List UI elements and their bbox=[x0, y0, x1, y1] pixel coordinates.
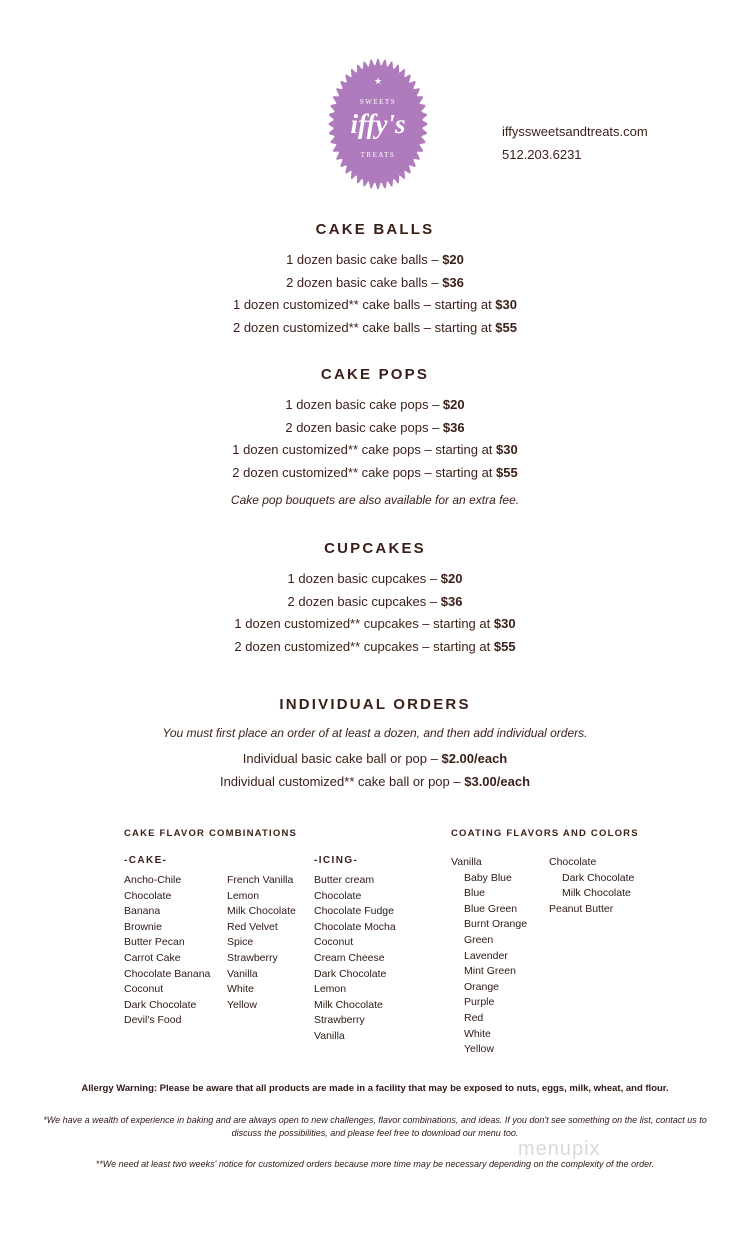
list-item: Strawberry bbox=[227, 951, 278, 964]
list-item: Spice bbox=[227, 936, 254, 949]
list-item: Milk Chocolate bbox=[227, 905, 296, 918]
logo-star-icon: ★ bbox=[373, 77, 383, 87]
list-item: Yellow bbox=[227, 998, 257, 1011]
price-line: 1 dozen customized** cupcakes – starting at $30 bbox=[234, 616, 516, 632]
list-item: Purple bbox=[464, 996, 495, 1009]
price-line: Individual basic cake ball or pop – $2.00/each bbox=[242, 751, 508, 766]
list-item: White bbox=[464, 1027, 491, 1040]
list-item: Dark Chocolate bbox=[314, 967, 387, 980]
price-line: 2 dozen basic cake balls – $36 bbox=[286, 274, 464, 290]
price-line: 1 dozen basic cupcakes – $20 bbox=[287, 571, 463, 586]
cupcakes-section bbox=[0, 538, 750, 659]
individual-orders-title: INDIVIDUAL ORDERS bbox=[279, 696, 471, 713]
price-line: 1 dozen customized** cake pops – starting at $30 bbox=[232, 442, 518, 458]
price-line: 1 dozen basic cake balls – $20 bbox=[286, 252, 464, 267]
coating-peanut-butter: Peanut Butter bbox=[549, 902, 614, 915]
list-item: Milk Chocolate bbox=[562, 887, 631, 900]
list-item: Ancho-Chile bbox=[124, 874, 182, 886]
logo-sweets-text: SWEETS bbox=[359, 98, 397, 106]
cupcakes-title: CUPCAKES bbox=[324, 540, 426, 557]
list-item: Orange bbox=[464, 980, 500, 993]
cake-balls-title: CAKE BALLS bbox=[315, 221, 435, 238]
price-line: 1 dozen customized** cake balls – starting at $30 bbox=[232, 297, 517, 313]
cake-flavors-title: CAKE FLAVOR COMBINATIONS bbox=[124, 828, 298, 839]
list-item: Blue Green bbox=[464, 902, 518, 915]
list-item: Brownie bbox=[124, 920, 162, 933]
logo-main-text: iffy's bbox=[350, 109, 406, 139]
phone-number[interactable]: 512.203.6231 bbox=[502, 147, 582, 162]
individual-orders-section bbox=[0, 694, 750, 793]
cake-balls-section bbox=[0, 219, 750, 340]
list-item: Mint Green bbox=[464, 965, 516, 978]
list-item: Vanilla bbox=[314, 1029, 345, 1042]
list-item: Devil's Food bbox=[124, 1014, 182, 1027]
cake-flavor-list-1 bbox=[124, 873, 210, 1029]
menupix-watermark: menupix bbox=[518, 1138, 601, 1160]
price-line: 2 dozen customized** cake pops – starting at $55 bbox=[232, 465, 518, 481]
cake-pops-section bbox=[0, 364, 750, 510]
price-line: Individual customized** cake ball or pop – $3.00/each bbox=[219, 773, 531, 789]
icing-subheading: -ICING- bbox=[314, 855, 359, 866]
cake-flavor-list-2 bbox=[227, 873, 296, 1013]
contact-info bbox=[502, 120, 648, 166]
list-item: Chocolate bbox=[124, 889, 172, 902]
list-item: Coconut bbox=[124, 983, 164, 996]
list-item: Strawberry bbox=[314, 1014, 365, 1027]
list-item: Banana bbox=[124, 905, 161, 918]
list-item: Chocolate bbox=[314, 889, 362, 902]
coating-title: COATING FLAVORS AND COLORS bbox=[451, 828, 639, 839]
notice-note: **We need at least two weeks' notice for customized orders because more time may be necessary depending on the complexity of the order. bbox=[95, 1159, 655, 1169]
list-item: Red Velvet bbox=[227, 920, 278, 933]
cake-subheading: -CAKE- bbox=[124, 855, 168, 866]
list-item: Baby Blue bbox=[464, 871, 512, 884]
list-item: Burnt Orange bbox=[464, 918, 528, 931]
price-line: 2 dozen basic cupcakes – $36 bbox=[287, 593, 463, 609]
list-item: Chocolate Mocha bbox=[314, 920, 396, 933]
list-item: Butter Pecan bbox=[124, 936, 185, 949]
cake-pops-title: CAKE POPS bbox=[320, 366, 430, 383]
list-item: Lemon bbox=[227, 889, 260, 902]
list-item: Butter cream bbox=[314, 874, 375, 886]
price-line: 1 dozen basic cake pops – $20 bbox=[285, 397, 465, 412]
coating-vanilla: Vanilla bbox=[451, 856, 482, 868]
list-item: Chocolate Fudge bbox=[314, 905, 394, 918]
price-line: 2 dozen basic cake pops – $36 bbox=[285, 419, 465, 435]
website-link[interactable]: iffyssweetsandtreats.com bbox=[502, 124, 648, 139]
list-item: Coconut bbox=[314, 936, 354, 949]
list-item: Milk Chocolate bbox=[314, 998, 383, 1011]
list-item: Cream Cheese bbox=[314, 951, 385, 964]
list-item: Dark Chocolate bbox=[562, 871, 635, 884]
list-item: Dark Chocolate bbox=[124, 998, 197, 1011]
individual-orders-note: You must first place an order of at least a dozen, and then add individual orders. bbox=[162, 726, 588, 740]
vanilla-coating-list bbox=[451, 855, 527, 1058]
list-item: Blue bbox=[464, 887, 486, 900]
allergy-warning: Allergy Warning: Please be aware that all products are made in a facility that may be exposed to nuts, eggs, milk, wheat, and flour. bbox=[81, 1083, 669, 1094]
list-item: Carrot Cake bbox=[124, 951, 181, 964]
list-item: French Vanilla bbox=[227, 874, 294, 886]
iffys-logo bbox=[326, 57, 430, 191]
list-item: Vanilla bbox=[227, 967, 258, 980]
list-item: Lavender bbox=[464, 949, 508, 962]
icing-flavor-list bbox=[314, 873, 396, 1045]
bouquet-note: Cake pop bouquets are also available for an extra fee. bbox=[230, 492, 520, 507]
list-item: Chocolate Banana bbox=[124, 967, 211, 980]
list-item: White bbox=[227, 983, 254, 996]
logo-treats-text: TREATS bbox=[360, 151, 396, 159]
experience-note: *We have a wealth of experience in baking and are always open to new challenges, flavor combinations, and ideas. If you don't see something on the list, contact us to discuss the possibilities, and please feel free to download our menu too. bbox=[43, 1115, 707, 1138]
coating-chocolate: Chocolate bbox=[549, 856, 597, 868]
list-item: Green bbox=[464, 933, 494, 946]
list-item: Yellow bbox=[464, 1043, 494, 1056]
list-item: Red bbox=[464, 1011, 484, 1024]
chocolate-coating-list bbox=[549, 855, 634, 917]
list-item: Lemon bbox=[314, 983, 347, 996]
price-line: 2 dozen customized** cake balls – starting at $55 bbox=[232, 320, 517, 336]
price-line: 2 dozen customized** cupcakes – starting at $55 bbox=[234, 639, 516, 655]
